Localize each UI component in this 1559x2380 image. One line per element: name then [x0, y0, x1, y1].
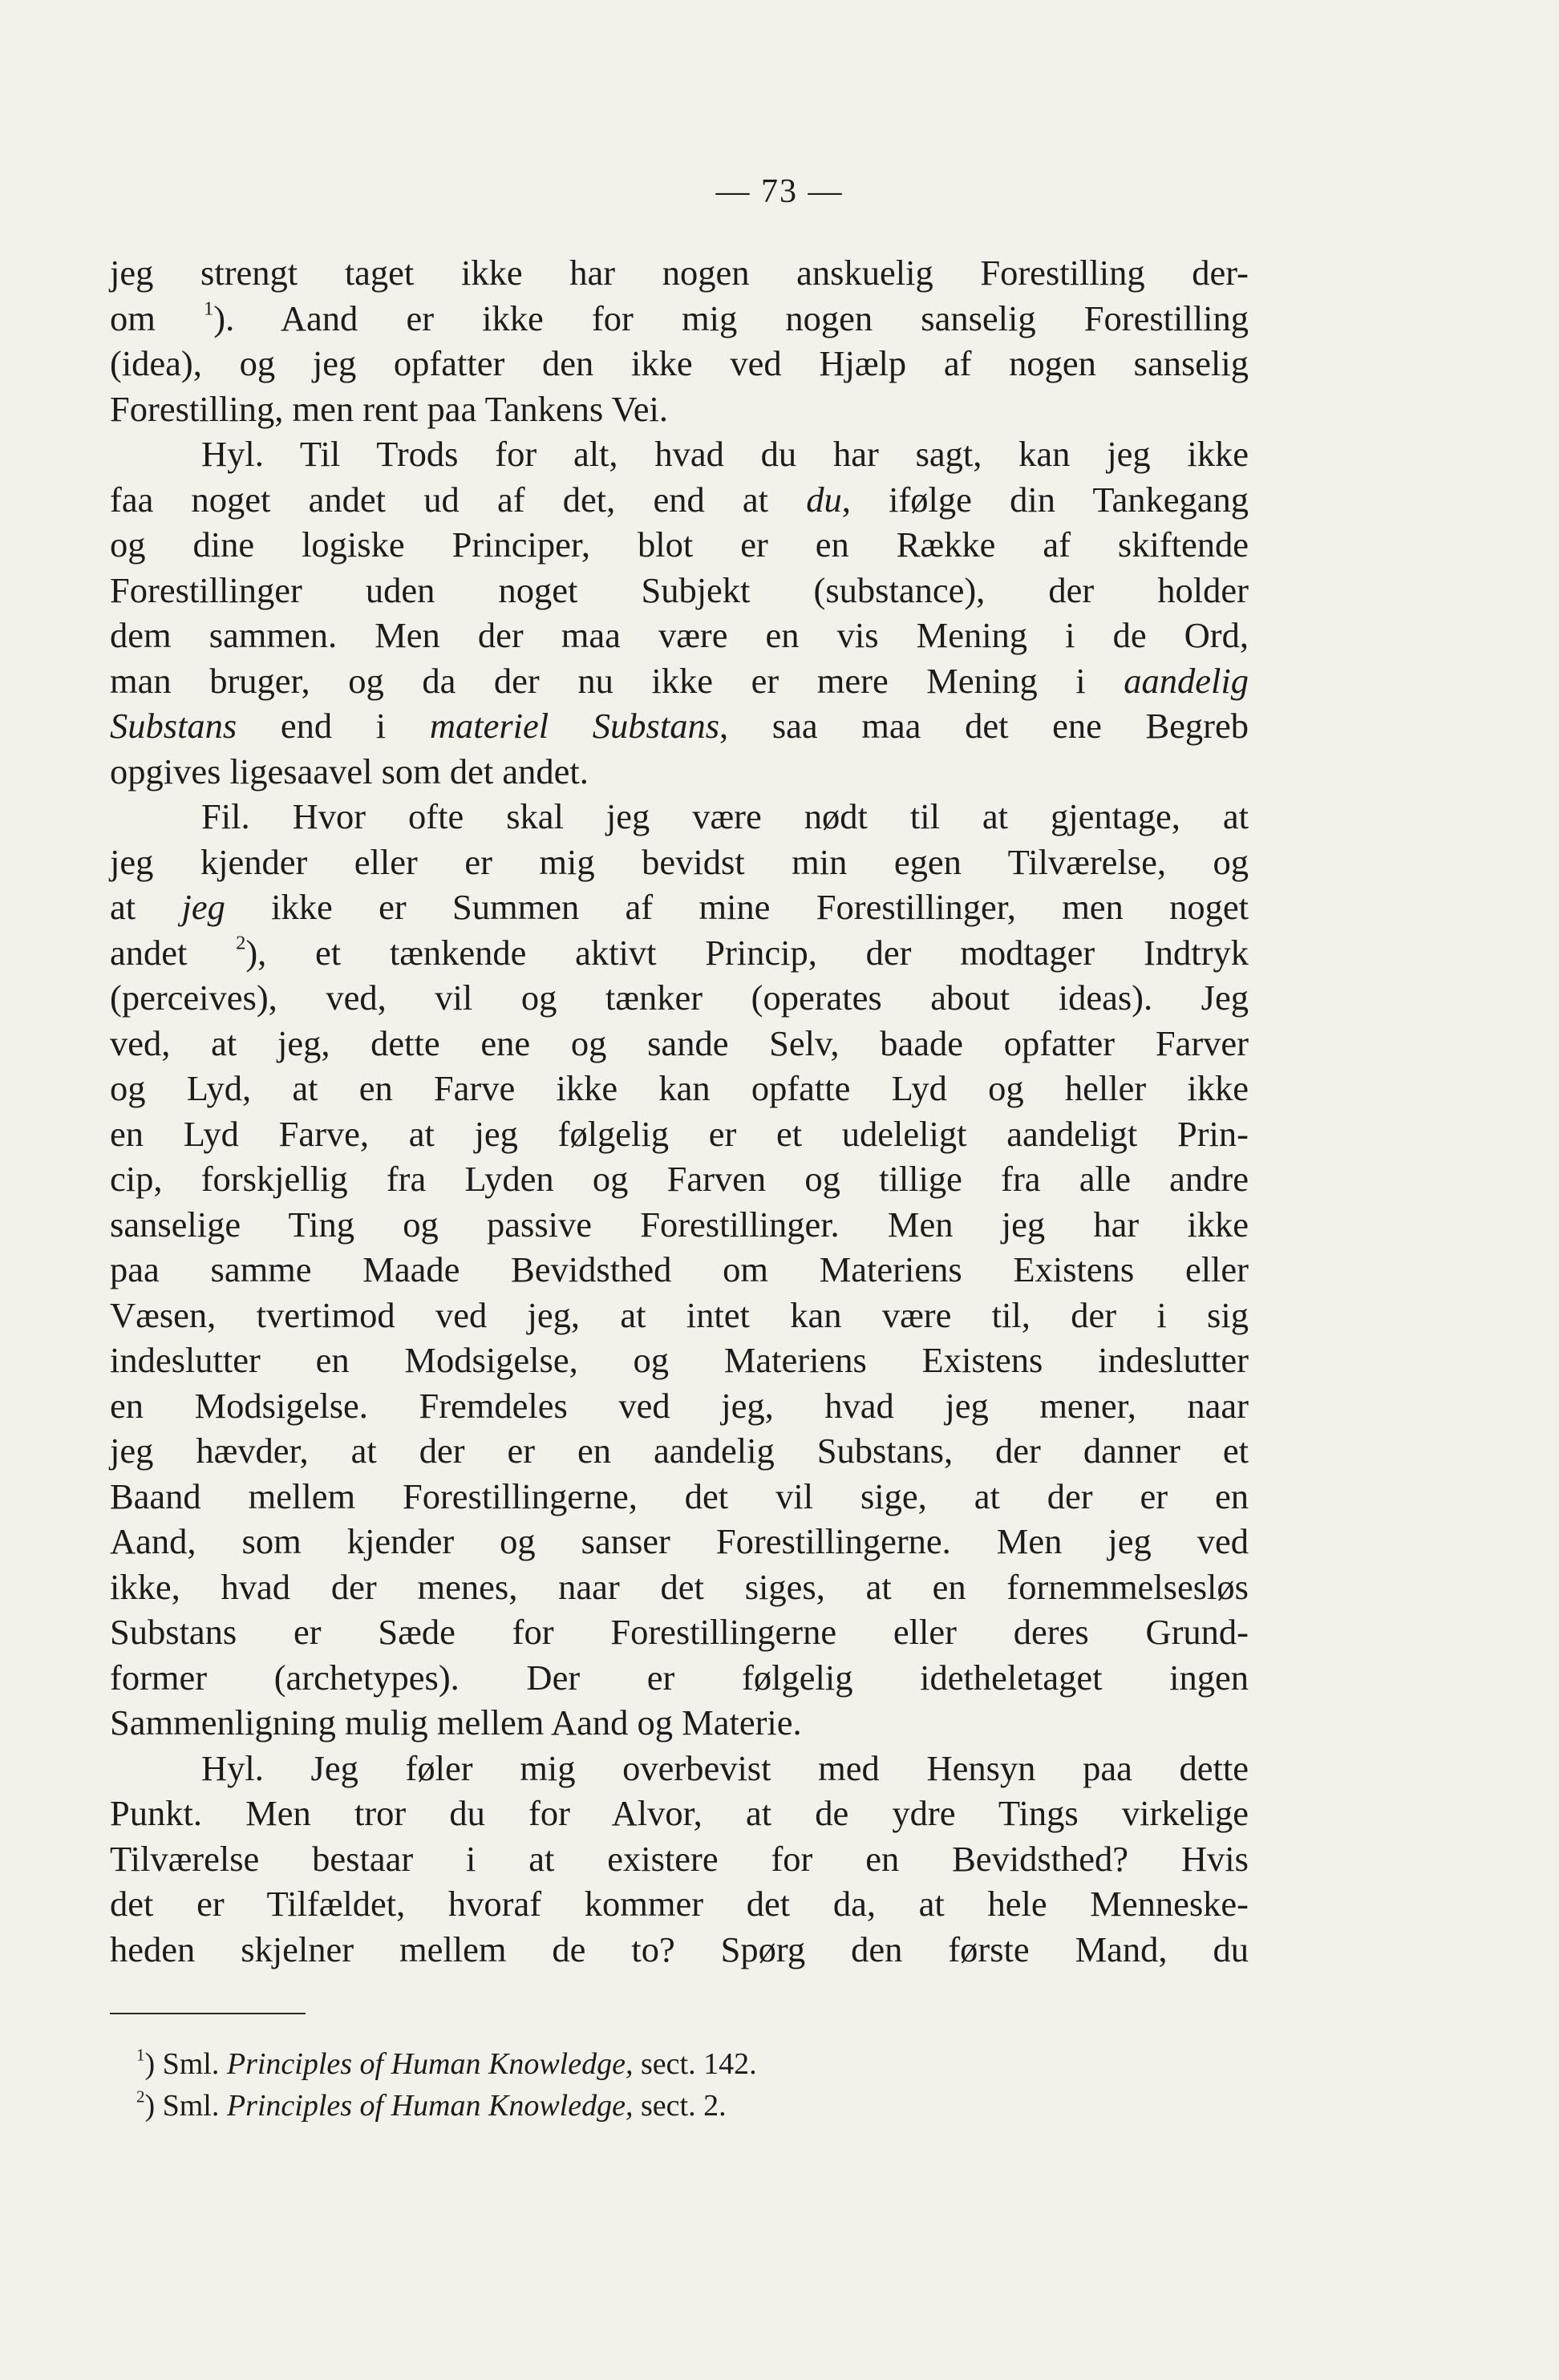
text-line: Substans end i materiel Substans, saa maa det ene Begreb [110, 706, 1249, 746]
text-line: Substans er Sæde for Forestillingerne eller deres Grund- [110, 1612, 1249, 1652]
footnotes [136, 2043, 757, 2127]
text-line: Fil. Hvor ofte skal jeg være nødt til at gjentage, at [201, 796, 1249, 836]
text-line: og Lyd, at en Farve ikke kan opfatte Lyd og heller ikke [110, 1068, 1249, 1108]
text-line: former (archetypes). Der er følgelig idetheletaget ingen [110, 1657, 1249, 1698]
text-line: jeg strengt taget ikke har nogen anskuelig Forestilling der- [110, 253, 1249, 293]
text-line: andet $^2$), et tænkende aktivt Princip, der modtager Indtryk [110, 931, 1249, 973]
text-line: dem sammen. Men der maa være en vis Mening i de Ord, [110, 615, 1249, 655]
text-line: ved, at jeg, dette ene og sande Selv, baade opfatter Farver [110, 1022, 1249, 1063]
text-line: (perceives), ved, vil og tænker (operates about ideas). Jeg [110, 978, 1249, 1018]
text-line: faa noget andet ud af det, end at du, ifølge din Tankegang [110, 479, 1249, 520]
text-line: en Modsigelse. Fremdeles ved jeg, hvad jeg mener, naar [110, 1385, 1249, 1426]
text-line: og dine logiske Principer, blot er en Række af skiftende [110, 524, 1249, 565]
text-line: Aand, som kjender og sanser Forestillingerne. Men jeg ved [110, 1521, 1249, 1561]
footnote-divider [110, 2013, 306, 2014]
footnote: $^2$) Sml. Principles of Human Knowledge, sect. 2. [136, 2087, 727, 2123]
text-line: at jeg ikke er Summen af mine Forestillinger, men noget [110, 887, 1249, 927]
text-line: (idea), og jeg opfatter den ikke ved Hjælp af nogen sanselig [110, 343, 1249, 383]
text-line: Baand mellem Forestillingerne, det vil sige, at der er en [110, 1475, 1249, 1516]
text-line: Tilværelse bestaar i at existere for en Bevidsthed? Hvis [110, 1838, 1249, 1879]
text-line: indeslutter en Modsigelse, og Materiens Existens indeslutter [110, 1340, 1249, 1380]
text-line: paa samme Maade Bevidsthed om Materiens Existens eller [110, 1249, 1249, 1289]
text-line: Hyl. Til Trods for alt, hvad du har sagt, kan jeg ikke [201, 434, 1249, 474]
text-line: om $^1$). Aand er ikke for mig nogen sanselig Forestilling [110, 297, 1249, 338]
text-line: jeg hævder, at der er en aandelig Substans, der danner et [110, 1431, 1249, 1471]
text-line: jeg kjender eller er mig bevidst min egen Tilværelse, og [110, 841, 1249, 882]
text-line: Hyl. Jeg føler mig overbevist med Hensyn paa dette [201, 1747, 1249, 1788]
page-number: — 73 — [715, 173, 844, 210]
text-line: det er Tilfældet, hvoraf kommer det da, at hele Menneske- [110, 1884, 1249, 1924]
text-line: heden skjelner mellem de to? Spørg den første Mand, du [110, 1929, 1249, 1969]
text-line: ikke, hvad der menes, naar det siges, at en fornemmelsesløs [110, 1566, 1249, 1607]
text-line: Forestilling, men rent paa Tankens Vei. [110, 388, 668, 429]
text-line: Forestillinger uden noget Subjekt (substance), der holder [110, 569, 1249, 610]
text-line: Sammenligning mulig mellem Aand og Materie. [110, 1702, 802, 1742]
text-line: man bruger, og da der nu ikke er mere Mening i aandelig [110, 660, 1249, 701]
text-line: opgives ligesaavel som det andet. [110, 751, 589, 791]
text-line: sanselige Ting og passive Forestillinger. Men jeg har ikke [110, 1204, 1249, 1245]
text-line: Væsen, tvertimod ved jeg, at intet kan være til, der i sig [110, 1294, 1249, 1335]
body-text [110, 250, 1249, 1972]
text-line: Punkt. Men tror du for Alvor, at de ydre Tings virkelige [110, 1793, 1249, 1833]
footnote: $^1$) Sml. Principles of Human Knowledge, sect. 142. [136, 2045, 757, 2081]
text-line: cip, forskjellig fra Lyden og Farven og tillige fra alle andre [110, 1159, 1249, 1199]
text-line: en Lyd Farve, at jeg følgelig er et udeleligt aandeligt Prin- [110, 1113, 1249, 1154]
